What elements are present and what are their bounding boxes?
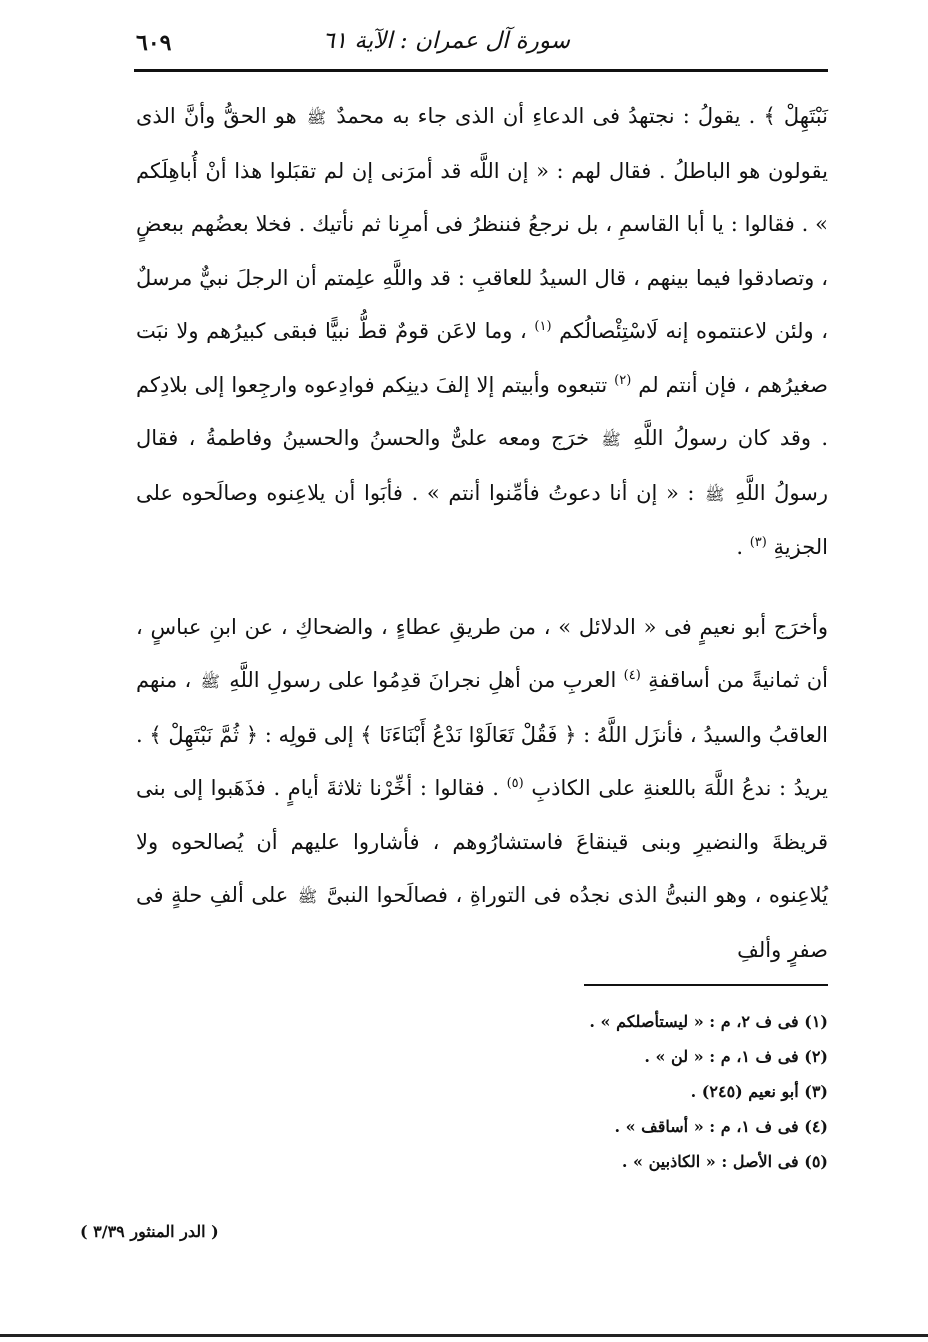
text-run: تتبعوه وأبيتم إلا إلفَ دينِكم فوادِعوه وارجِعوا إلى بلادِكم . وقد كان رسولُ اللَّهِ xyxy=(136,372,828,450)
paragraph xyxy=(136,90,828,575)
text-run: نَبْتَهِلْ ﴾ . يقولُ : نجتهدُ فى الدعاءِ أن الذى جاء به محمدٌ xyxy=(336,104,828,128)
page-header xyxy=(134,26,828,66)
text-run: هو الحقُّ وأنَّ الذى يقولون هو الباطلُ . فقال لهم : « إن اللَّه قد أمرَنى إن لم تقبَلوا هذا أنْ أُباهِلَكم » . فقالوا : يا أبا القاسمِ ، بل نرجعُ فننظرُ فى أمرِنا ثم نأتيك . فخلا بعضُهم ببعضٍ ، وتصادقوا فيما بينهم ، قال السيدُ للعاقبِ : قد واللَّهِ علِمتم أن الرجلَ نبيٌّ مرسلٌ ، ولئن لاعنتموه إنه لَاسْتِئْصالُكم xyxy=(136,104,829,343)
footnote: (٣) أبو نعيم (٢٤٥) . xyxy=(690,1082,828,1101)
source-reference: ( الدر المنثور ٣/٣٩ ) xyxy=(80,1222,219,1241)
page-number: ٦٠٩ xyxy=(136,30,172,56)
footnote: (٥) فى الأصل : « الكاذبين » . xyxy=(621,1152,828,1171)
text-run: ، منهم العاقبُ والسيدُ ، فأنزَل اللَّهُ : ﴿ فَقُلْ تَعَالَوْا نَدْعُ أَبْنَاءَنَا ﴾ إلى قولِه : ﴿ ثُمَّ نَبْتَهِلْ ﴾ . يريدُ : ندعُ اللَّهَ باللعنةِ على الكاذبِ xyxy=(136,668,828,800)
text-run: خرَج ومعه علىٌّ والحسنُ والحسينُ وفاطمةُ ، فقال رسولُ اللَّهِ xyxy=(136,426,828,505)
footnotes xyxy=(420,1004,828,1179)
paragraph xyxy=(136,601,828,978)
running-title: سورة آل عمران : الآية ٦١ xyxy=(322,28,570,54)
footnote: (٢) فى ف ١، م : « لن » . xyxy=(644,1047,828,1066)
header-divider xyxy=(134,69,828,72)
main-text xyxy=(136,90,828,977)
footnote-marker: (٢) xyxy=(614,372,632,388)
footnote-divider xyxy=(584,984,828,986)
text-run: . xyxy=(736,535,743,559)
footnote-marker: (٣) xyxy=(749,535,767,550)
footnote-marker: (٤) xyxy=(623,668,641,683)
text-run: . فقالوا : أخِّرْنا ثلاثةَ أيامٍ . فذَهَبوا إلى بنى قريظةَ والنضيرِ وبنى قينقاعَ فاستشارُوهم ، فأشاروا عليهم أن يُصالحوه ولا يُلاعِنوه ، وهو النبىُّ الذى نجدُه فى التوراةِ ، فصالَحوا النبىَّ xyxy=(136,776,828,907)
salla-symbol: ﷺ xyxy=(601,430,621,449)
footnote-marker: (١) xyxy=(534,319,552,334)
salla-symbol: ﷺ xyxy=(297,887,318,906)
salla-symbol: ﷺ xyxy=(200,672,220,691)
text-run: ، وما لاعَن قومٌ قطُّ نبيًّا فبقى كبيرُهم ولا نبَت صغيرُهم ، فإن أنتم لم xyxy=(136,319,828,397)
text-run: وأخرَج أبو نعيمٍ فى « الدلائل » ، من طريقِ عطاءٍ ، والضحاكِ ، عن ابنِ عباسٍ ، أن ثمانيةً من أساقفةِ xyxy=(136,614,828,692)
text-run: العربِ من أهلِ نجرانَ قدِمُوا على رسولِ اللَّهِ xyxy=(229,668,617,692)
footnote: (٤) فى ف ١، م : « أساقف » . xyxy=(614,1117,828,1136)
salla-symbol: ﷺ xyxy=(705,484,725,504)
text-run: : « إن أنا دعوتُ فأمِّنوا أنتم » . فأبَوا أن يلاعِنوه وصالَحوه على الجزيةِ xyxy=(136,480,828,559)
bottom-edge-line xyxy=(0,1334,928,1337)
text-run: على ألفِ حلةٍ فى صفرٍ وألفِ xyxy=(136,883,828,962)
footnote: (١) فى ف ٢، م : « ليستأصلكم » . xyxy=(589,1012,828,1031)
footnote-marker: (٥) xyxy=(506,776,524,791)
paragraph-gap xyxy=(136,575,828,601)
salla-symbol: ﷺ xyxy=(306,108,327,127)
